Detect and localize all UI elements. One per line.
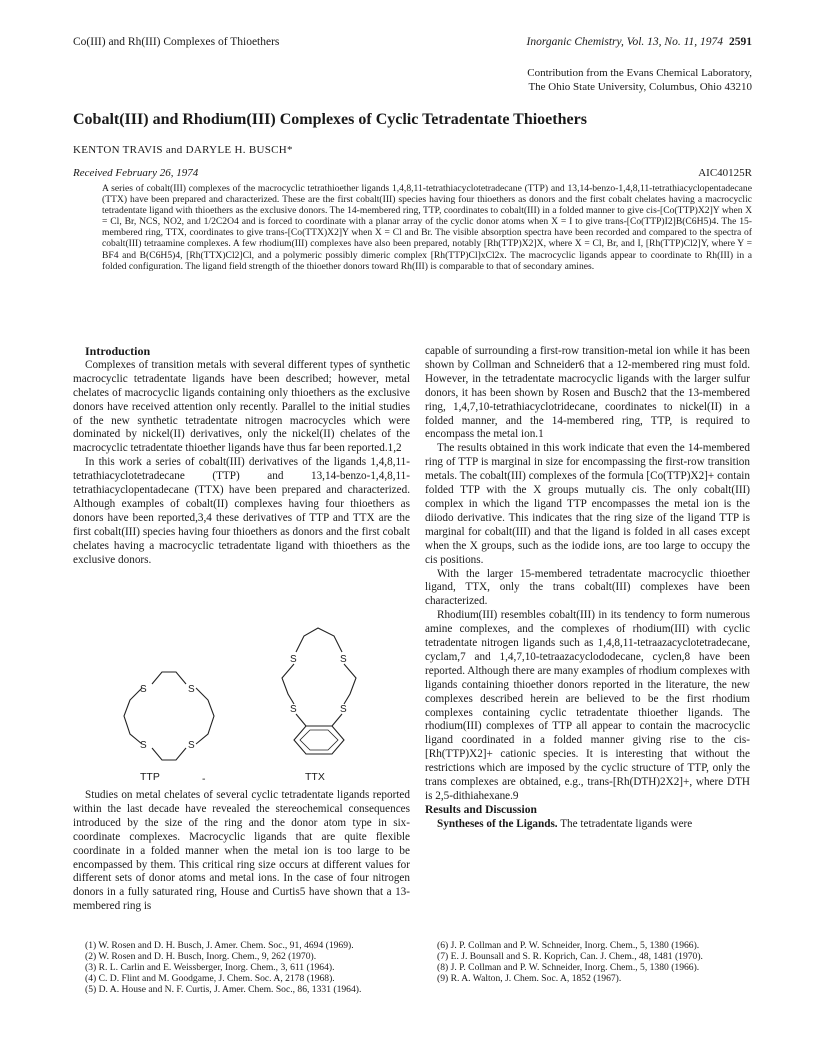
sulfur-atom-label: S (140, 684, 147, 695)
paragraph: In this work a series of cobalt(III) derivatives of the ligands 1,4,8,11-tetrathiacyclotetradecane (TTP) and 13,14-benzo-1,4,8,11-tetrathiacyclopentadecane (TTX) have been prepared and characterized. Although examples of cobalt(II) complexes having four thioethers as donors have been reported,3,4 these derivatives of TTP and TTX are the first cobalt(III) species having four thioethers as donors and the first cobalt chelates having a macrocyclic tetradentate ligand with thioethers as the exclusive donors. (73, 456, 410, 566)
footnote: (7) E. J. Bounsall and S. R. Koprich, Can. J. Chem., 48, 1481 (1970). (437, 951, 703, 962)
footnote: (1) W. Rosen and D. H. Busch, J. Amer. Chem. Soc., 91, 4694 (1969). (85, 940, 354, 951)
received-date: Received February 26, 1974 (73, 167, 199, 179)
footnote: (4) C. D. Flint and M. Goodgame, J. Chem. Soc. A, 2178 (1968). (85, 973, 335, 984)
footnotes-left (73, 940, 410, 995)
sulfur-atom-label: S (188, 684, 195, 695)
paragraph: Studies on metal chelates of several cyclic tetradentate ligands reported within the last decade have revealed the stereochemical consequences introduced by the size of the ring and the donor atom type in six-coordinate complexes. Macrocyclic ligands that are quite flexible coordinate in a folded manner when the metal ion is too large to be encompassed by them. This critical ring size occurs at different values for different sets of donor atoms and metal ions. In the case of four nitrogen donors in a fully saturated ring, House and Curtis5 have shown that a 13-membered ring is (73, 789, 410, 913)
contribution-line-1: Contribution from the Evans Chemical Laboratory, (527, 67, 752, 79)
journal-citation (527, 36, 752, 48)
footnote: (6) J. P. Collman and P. W. Schneider, Inorg. Chem., 5, 1380 (1966). (437, 940, 700, 951)
manuscript-code: AIC40125R (698, 167, 752, 179)
paragraph: Complexes of transition metals with several different types of synthetic macrocyclic tetradentate ligands have been described; however, metal chelates of macrocyclic ligands containing only thioethers as the exclusive donors have received attention only recently. Parallel to the initial studies of the new synthetic tetradentate nitrogen macrocycles which were dominated by nickel(II) derivatives, only the nickel(II) chelates of the macrocyclic tetradentate thioether ligands have thus far been reported.1,2 (73, 358, 410, 455)
figure-dash: - (202, 773, 206, 785)
footnote: (3) R. L. Carlin and E. Weissberger, Inorg. Chem., 3, 611 (1964). (85, 962, 335, 973)
sulfur-atom-label: S (340, 704, 347, 715)
column-left (73, 345, 410, 568)
ligand-structures-figure (100, 622, 400, 772)
sulfur-atom-label: S (290, 704, 297, 715)
sulfur-atom-label: S (340, 654, 347, 665)
footnotes-right (425, 940, 750, 984)
footnote: (8) J. P. Collman and P. W. Schneider, Inorg. Chem., 5, 1380 (1966). (437, 962, 700, 973)
paragraph-text: The tetradentate ligands were (560, 817, 693, 830)
column-left-continued (73, 789, 410, 914)
sulfur-atom-label: S (140, 740, 147, 751)
paragraph: capable of surrounding a first-row transition-metal ion while it has been shown by Collman and Schneider6 that a 12-membered ring must fold. However, in the tetradentate macrocyclic ligands with the larger sulfur donors, it has been shown by Rosen and Busch2 that the 13-membered ring, 1,4,7,10-tetrathiacyclotridecane, coordinates to nickel(II) in a folded manner, and the 14-membered ring, TTP, is required to encompass the metal ion.1 (425, 345, 750, 441)
paragraph (425, 818, 750, 832)
contribution-line-2: The Ohio State University, Columbus, Ohio 43210 (528, 81, 752, 93)
sulfur-atom-label: S (188, 740, 195, 751)
paragraph: With the larger 15-membered tetradentate macrocyclic thioether ligand, TTX, only the trans cobalt(III) complexes have been characterized. (425, 567, 750, 608)
journal-name: Inorganic Chemistry, Vol. 13, No. 11, 1974 (526, 36, 723, 48)
paragraph: The results obtained in this work indicate that even the 14-membered ring of TTP is marginal in size for encompassing the first-row transition metals. The cobalt(III) complexes of the formula [Co(TTP)X2]+ contain folded TTP with the X groups mutually cis. The only cobalt(III) complex in which the ligand TTP encompasses the metal ion is the diiodo derivative. This indicates that the ring size of the ligand TTP is marginal for cobalt(III) and that the ligand is folded in all cases except when the X groups, such as the iodide ions, are too large to occupy the cis positions. (425, 442, 750, 566)
paragraph: Rhodium(III) resembles cobalt(III) in its tendency to form numerous amine complexes, and the complexes of rhodium(III) with cyclic tetradentate nitrogen ligands such as 1,4,8,11-tetraazacyclotetradecane, cyclam,7 and 1,4,7,10-tetraazacyclododecane, cyclen,8 have been reported. Although there are many examples of rhodium complexes with ligands containing thioether donors reported in the literature, the new complexes described herein are believed to be the first rhodium complexes containing cyclic tetradentate thioether ligands. The rhodium(III) complexes of TTP all appear to contain the macrocyclic ligand coordinated in a folded manner giving rise to the cis-[Rh(TTP)X2]+ cationic species. It is interesting that without the restrictions which are imposed by the cyclic structure of TTP, only the trans complexes are obtained, e.g., trans-[Rh(DTH)2X2]+, where DTH is 2,5-dithiahexane.9 (425, 609, 750, 802)
footnote: (5) D. A. House and N. F. Curtis, J. Amer. Chem. Soc., 86, 1331 (1964). (85, 984, 362, 995)
article-title: Cobalt(III) and Rhodium(III) Complexes of Cyclic Tetradentate Thioethers (73, 111, 587, 128)
contribution-note (527, 66, 752, 94)
ttx-label: TTX (305, 771, 325, 783)
column-right (425, 345, 750, 832)
running-header: Co(III) and Rh(III) Complexes of Thioethers (73, 36, 280, 48)
authors: KENTON TRAVIS and DARYLE H. BUSCH* (73, 144, 293, 156)
footnote: (2) W. Rosen and D. H. Busch, Inorg. Chem., 9, 262 (1970). (85, 951, 317, 962)
section-heading-results: Results and Discussion (425, 803, 537, 816)
subsection-heading-syntheses: Syntheses of the Ligands. (437, 817, 558, 830)
ttp-label: TTP (140, 771, 160, 783)
abstract: A series of cobalt(III) complexes of the macrocyclic tetrathioether ligands 1,4,8,11-tetrathiacyclotetradecane (TTP) and 13,14-benzo-1,4,8,11-tetrathiacyclopentadecane (TTX) have been prepared and characterized. These are the first cobalt(III) species having four thioethers as donors and the first cobalt chelates having a macrocyclic tetradentate ligand with thioethers as the exclusive donors. The 14-membered ring, TTP, coordinates to cobalt(III) in a folded manner to give cis-[Co(TTP)X2]Y when X = Cl, Br, NCS, NO2, and 1/2C2O4 and is forced to coordinate with a planar array of the cyclic donor atoms when X = I to give trans-[Co(TTP)I2]B(C6H5)4. The 15-membered ring, TTX, coordinates to give trans-[Co(TTX)X2]Y when X = Cl and Br. The visible absorption spectra have been recorded and compared to the spectra of cobalt(III) tetraamine complexes. A few rhodium(III) complexes have also been prepared, notably [Rh(TTP)X2]X, where X = Cl, Br, and I, [Rh(TTP)Cl2]Y, where Y = BF4 and B(C6H5)4, [Rh(TTX)Cl2]Cl, and a polymeric possibly dimeric complex [Rh(TTP)Cl]xCl2x. The macrocyclic ligands appear to coordinate to Rh(III) in a folded configuration. The ligand field strength of the thioether donors toward Rh(III) is comparable to that of secondary amines. (102, 183, 752, 272)
page-number: 2591 (729, 36, 752, 48)
sulfur-atom-label: S (290, 654, 297, 665)
ttp-structure (124, 672, 214, 760)
footnote: (9) R. A. Walton, J. Chem. Soc. A, 1852 (1967). (437, 973, 622, 984)
ttx-structure (282, 628, 356, 754)
section-heading-introduction: Introduction (85, 344, 151, 358)
